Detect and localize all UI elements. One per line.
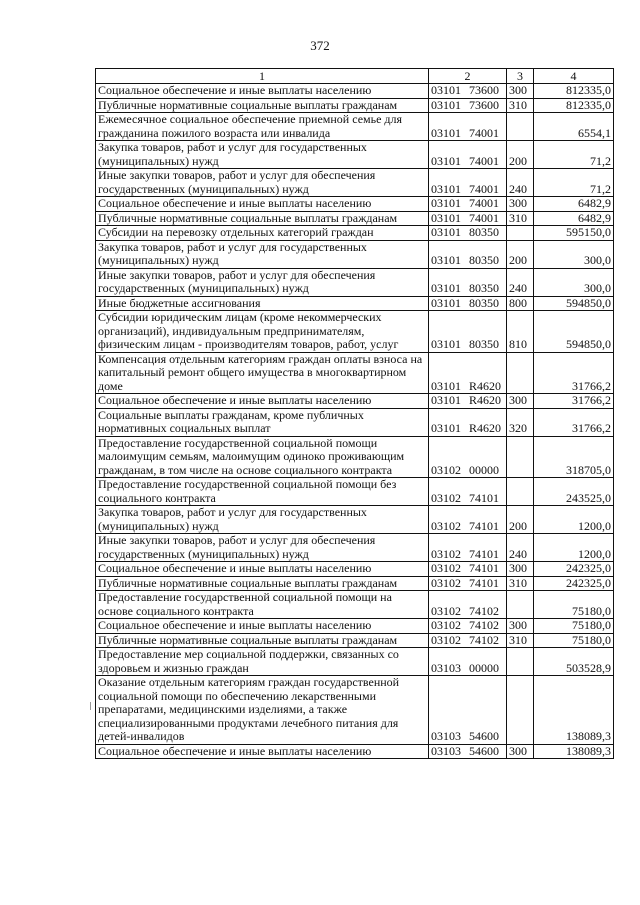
row-amount: 138089,3 (534, 744, 614, 759)
row-name: Оказание отдельным категориям граждан государственной социальной помощи по обеспечению лекарственными препаратами, медицинскими изделиями, а также специализированными продуктами лечебного питания для детей-инвалидов (96, 676, 429, 745)
row-amount: 318705,0 (534, 436, 614, 478)
row-amount: 31766,2 (534, 394, 614, 409)
scan-mark (90, 702, 91, 710)
table-row (96, 226, 614, 241)
row-name: Субсидии юридическим лицам (кроме некоммерческих организаций), индивидуальным предпринимателям, физическим лицам - производителям товаров, работ, услуг (96, 311, 429, 353)
row-expense-type (507, 591, 534, 619)
code-direction: 73600 (469, 83, 499, 97)
row-code (429, 408, 507, 436)
row-amount: 71,2 (534, 169, 614, 197)
row-name: Социальные выплаты гражданам, кроме публичных нормативных социальных выплат (96, 408, 429, 436)
row-expense-type (507, 352, 534, 394)
code-program: 03103 (431, 729, 461, 743)
row-code (429, 197, 507, 212)
row-expense-type: 310 (507, 211, 534, 226)
row-code (429, 98, 507, 113)
code-program: 03101 (431, 181, 461, 196)
code-direction: 74101 (469, 518, 499, 533)
code-direction: 80350 (469, 295, 499, 310)
row-name: Публичные нормативные социальные выплаты гражданам (96, 633, 429, 648)
row-expense-type: 310 (507, 633, 534, 648)
row-name: Иные бюджетные ассигнования (96, 296, 429, 311)
code-direction: R4620 (469, 393, 502, 407)
table-body (96, 84, 614, 759)
code-direction: 80350 (469, 225, 499, 239)
row-code (429, 113, 507, 141)
table-row (96, 478, 614, 506)
code-program: 03101 (431, 393, 461, 407)
row-amount: 31766,2 (534, 408, 614, 436)
row-code (429, 268, 507, 296)
row-name: Социальное обеспечение и иные выплаты населению (96, 744, 429, 759)
table-row (96, 113, 614, 141)
row-amount: 1200,0 (534, 534, 614, 562)
code-program: 03102 (431, 561, 461, 575)
code-direction: 80350 (469, 253, 499, 267)
code-program: 03102 (431, 490, 461, 505)
table-header-row (96, 69, 614, 84)
row-amount: 6554,1 (534, 113, 614, 141)
table-row (96, 211, 614, 226)
code-program: 03101 (431, 125, 461, 140)
row-code (429, 619, 507, 634)
table-row (96, 84, 614, 99)
table-row (96, 576, 614, 591)
code-program: 03102 (431, 546, 461, 561)
row-amount: 300,0 (534, 268, 614, 296)
table-row (96, 436, 614, 478)
code-direction: 54600 (469, 743, 499, 758)
table-row (96, 408, 614, 436)
code-direction: R4620 (469, 421, 502, 435)
code-direction: 74101 (469, 561, 499, 575)
row-amount: 71,2 (534, 141, 614, 169)
code-direction: 74102 (469, 632, 499, 647)
code-direction: 74102 (469, 603, 499, 618)
row-code (429, 141, 507, 169)
row-code (429, 478, 507, 506)
row-amount: 594850,0 (534, 311, 614, 353)
row-name: Предоставление государственной социальной помощи малоимущим семьям, малоимущим одиноко проживающим гражданам, в том числе на основе социального контракта (96, 436, 429, 478)
row-name: Публичные нормативные социальные выплаты гражданам (96, 211, 429, 226)
code-direction: 00000 (469, 660, 499, 675)
row-expense-type: 320 (507, 408, 534, 436)
row-expense-type: 240 (507, 534, 534, 562)
code-direction: 74101 (469, 575, 499, 590)
row-amount: 243525,0 (534, 478, 614, 506)
row-code (429, 240, 507, 268)
row-code (429, 744, 507, 759)
row-expense-type: 300 (507, 84, 534, 99)
row-amount: 812335,0 (534, 98, 614, 113)
table-row (96, 633, 614, 648)
row-name: Закупка товаров, работ и услуг для государственных (муниципальных) нужд (96, 141, 429, 169)
row-expense-type: 800 (507, 296, 534, 311)
code-direction: 54600 (469, 729, 499, 743)
row-code (429, 534, 507, 562)
row-amount: 6482,9 (534, 197, 614, 212)
code-program: 03102 (431, 603, 461, 618)
row-expense-type: 810 (507, 311, 534, 353)
code-program: 03102 (431, 632, 461, 647)
code-program: 03101 (431, 337, 461, 351)
row-name: Субсидии на перевозку отдельных категорий граждан (96, 226, 429, 241)
row-name: Социальное обеспечение и иные выплаты населению (96, 394, 429, 409)
row-amount: 242325,0 (534, 576, 614, 591)
code-direction: 00000 (469, 462, 499, 477)
row-expense-type: 240 (507, 268, 534, 296)
row-name: Публичные нормативные социальные выплаты гражданам (96, 98, 429, 113)
code-program: 03101 (431, 83, 461, 97)
row-expense-type (507, 436, 534, 478)
row-code (429, 648, 507, 676)
row-name: Предоставление государственной социальной помощи без социального контракта (96, 478, 429, 506)
row-code (429, 394, 507, 409)
code-direction: 74001 (469, 181, 499, 196)
row-name: Предоставление мер социальной поддержки, связанных со здоровьем и жизнью граждан (96, 648, 429, 676)
row-code (429, 84, 507, 99)
code-direction: 80350 (469, 337, 499, 351)
code-direction: 74101 (469, 490, 499, 505)
code-program: 03101 (431, 196, 461, 210)
table-row (96, 240, 614, 268)
row-expense-type: 200 (507, 141, 534, 169)
row-expense-type: 200 (507, 506, 534, 534)
row-expense-type (507, 676, 534, 745)
code-program: 03102 (431, 462, 461, 477)
row-amount: 75180,0 (534, 591, 614, 619)
code-program: 03102 (431, 575, 461, 590)
table-row (96, 648, 614, 676)
row-code (429, 436, 507, 478)
row-amount: 503528,9 (534, 648, 614, 676)
row-expense-type: 300 (507, 197, 534, 212)
row-name: Предоставление государственной социальной помощи на основе социального контракта (96, 591, 429, 619)
table-row (96, 296, 614, 311)
code-program: 03101 (431, 253, 461, 267)
row-name: Закупка товаров, работ и услуг для государственных (муниципальных) нужд (96, 240, 429, 268)
code-program: 03101 (431, 153, 461, 168)
row-amount: 138089,3 (534, 676, 614, 745)
header-col-1: 1 (96, 69, 429, 84)
row-name: Закупка товаров, работ и услуг для государственных (муниципальных) нужд (96, 506, 429, 534)
row-amount: 75180,0 (534, 633, 614, 648)
code-program: 03101 (431, 295, 461, 310)
header-col-3: 3 (507, 69, 534, 84)
table-row (96, 394, 614, 409)
code-program: 03101 (431, 421, 461, 435)
header-col-2: 2 (429, 69, 507, 84)
table-row (96, 197, 614, 212)
table-row (96, 352, 614, 394)
row-expense-type (507, 648, 534, 676)
row-code (429, 226, 507, 241)
row-code (429, 352, 507, 394)
row-name: Публичные нормативные социальные выплаты гражданам (96, 576, 429, 591)
code-program: 03101 (431, 97, 461, 112)
row-amount: 812335,0 (534, 84, 614, 99)
row-expense-type: 300 (507, 744, 534, 759)
code-direction: 74001 (469, 210, 499, 225)
row-code (429, 169, 507, 197)
table-row (96, 744, 614, 759)
code-program: 03101 (431, 225, 461, 239)
row-name: Иные закупки товаров, работ и услуг для обеспечения государственных (муниципальных) нужд (96, 534, 429, 562)
row-amount: 75180,0 (534, 619, 614, 634)
code-program: 03102 (431, 518, 461, 533)
code-direction: R4620 (469, 378, 502, 393)
table-row (96, 169, 614, 197)
row-amount: 594850,0 (534, 296, 614, 311)
row-expense-type: 310 (507, 576, 534, 591)
table-row (96, 141, 614, 169)
row-code (429, 211, 507, 226)
row-amount: 300,0 (534, 240, 614, 268)
row-code (429, 311, 507, 353)
table-row (96, 98, 614, 113)
row-amount: 242325,0 (534, 562, 614, 577)
row-expense-type (507, 478, 534, 506)
code-program: 03101 (431, 281, 461, 295)
row-name: Социальное обеспечение и иные выплаты населению (96, 619, 429, 634)
row-amount: 31766,2 (534, 352, 614, 394)
table-row (96, 591, 614, 619)
row-name: Иные закупки товаров, работ и услуг для обеспечения государственных (муниципальных) нужд (96, 169, 429, 197)
table-row (96, 534, 614, 562)
row-name: Ежемесячное социальное обеспечение приемной семье для гражданина пожилого возраста или инвалида (96, 113, 429, 141)
code-program: 03103 (431, 660, 461, 675)
row-expense-type: 300 (507, 562, 534, 577)
row-expense-type (507, 113, 534, 141)
row-code (429, 562, 507, 577)
code-direction: 80350 (469, 281, 499, 295)
table-row (96, 268, 614, 296)
row-code (429, 576, 507, 591)
row-code (429, 591, 507, 619)
table-row (96, 676, 614, 745)
budget-table (95, 68, 614, 759)
table-row (96, 311, 614, 353)
row-amount: 595150,0 (534, 226, 614, 241)
row-code (429, 676, 507, 745)
code-program: 03101 (431, 210, 461, 225)
code-program: 03103 (431, 743, 461, 758)
page-number: 372 (310, 38, 330, 53)
row-expense-type: 240 (507, 169, 534, 197)
code-direction: 74101 (469, 546, 499, 561)
code-direction: 74001 (469, 196, 499, 210)
code-program: 03102 (431, 618, 461, 632)
code-direction: 74102 (469, 618, 499, 632)
table-row (96, 619, 614, 634)
code-direction: 73600 (469, 97, 499, 112)
row-name: Социальное обеспечение и иные выплаты населению (96, 197, 429, 212)
row-code (429, 506, 507, 534)
row-code (429, 296, 507, 311)
row-name: Иные закупки товаров, работ и услуг для обеспечения государственных (муниципальных) нужд (96, 268, 429, 296)
header-col-4: 4 (534, 69, 614, 84)
row-expense-type: 200 (507, 240, 534, 268)
row-name: Компенсация отдельным категориям граждан оплаты взноса на капитальный ремонт общего имущества в многоквартирном доме (96, 352, 429, 394)
code-program: 03101 (431, 378, 461, 393)
row-expense-type: 310 (507, 98, 534, 113)
row-expense-type (507, 226, 534, 241)
row-name: Социальное обеспечение и иные выплаты населению (96, 562, 429, 577)
row-name: Социальное обеспечение и иные выплаты населению (96, 84, 429, 99)
code-direction: 74001 (469, 125, 499, 140)
table-row (96, 562, 614, 577)
row-code (429, 633, 507, 648)
row-amount: 6482,9 (534, 211, 614, 226)
row-expense-type: 300 (507, 619, 534, 634)
row-amount: 1200,0 (534, 506, 614, 534)
code-direction: 74001 (469, 153, 499, 168)
row-expense-type: 300 (507, 394, 534, 409)
table-row (96, 506, 614, 534)
